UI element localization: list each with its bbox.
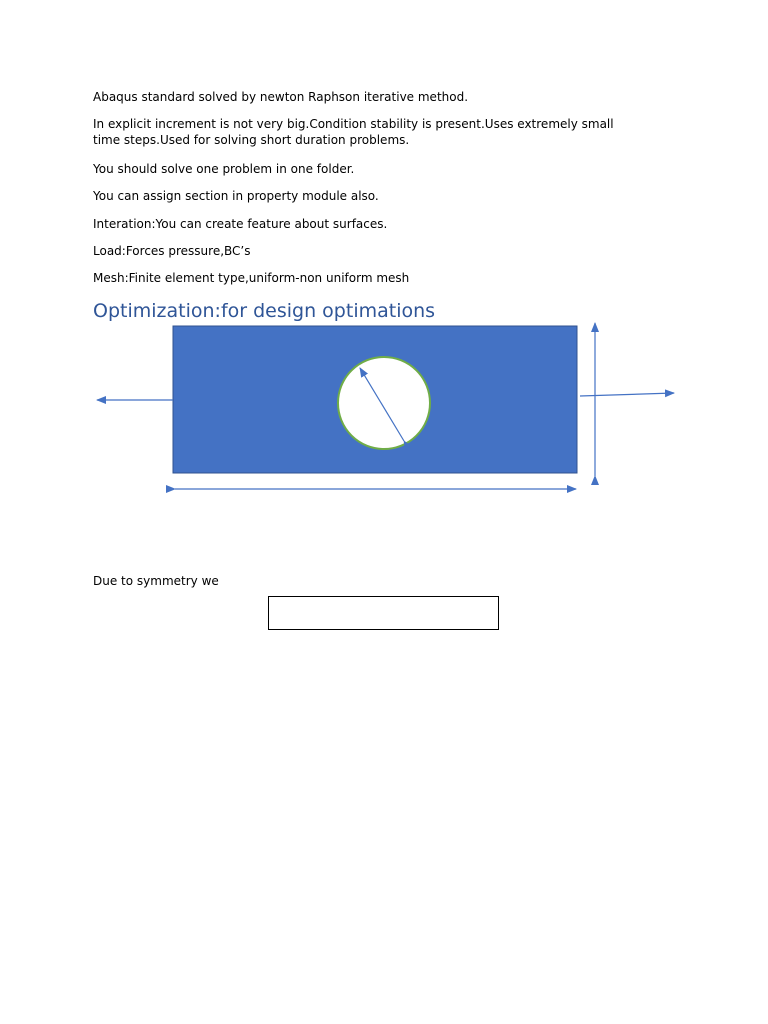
paragraph-1: Abaqus standard solved by newton Raphson iterative method.	[93, 90, 469, 104]
paragraph-2: In explicit increment is not very big.Condition stability is present.Uses extremely small time steps.Used for solving short duration problems.	[93, 117, 614, 147]
closing-text: Due to symmetry we	[93, 574, 219, 588]
hole-circle	[338, 357, 430, 449]
section-heading: Optimization:for design optimations	[93, 300, 436, 322]
paragraph-4: You can assign section in property module also.	[93, 189, 379, 203]
plate-with-hole-figure	[0, 310, 768, 510]
paragraph-6: Load:Forces pressure,BC’s	[93, 244, 251, 258]
right-load-arrow	[580, 393, 674, 396]
empty-rectangle	[268, 596, 499, 630]
paragraph-5: Interation:You can create feature about surfaces.	[93, 217, 388, 231]
paragraph-3: You should solve one problem in one folder.	[93, 162, 355, 176]
paragraph-7: Mesh:Finite element type,uniform-non uniform mesh	[93, 271, 410, 285]
